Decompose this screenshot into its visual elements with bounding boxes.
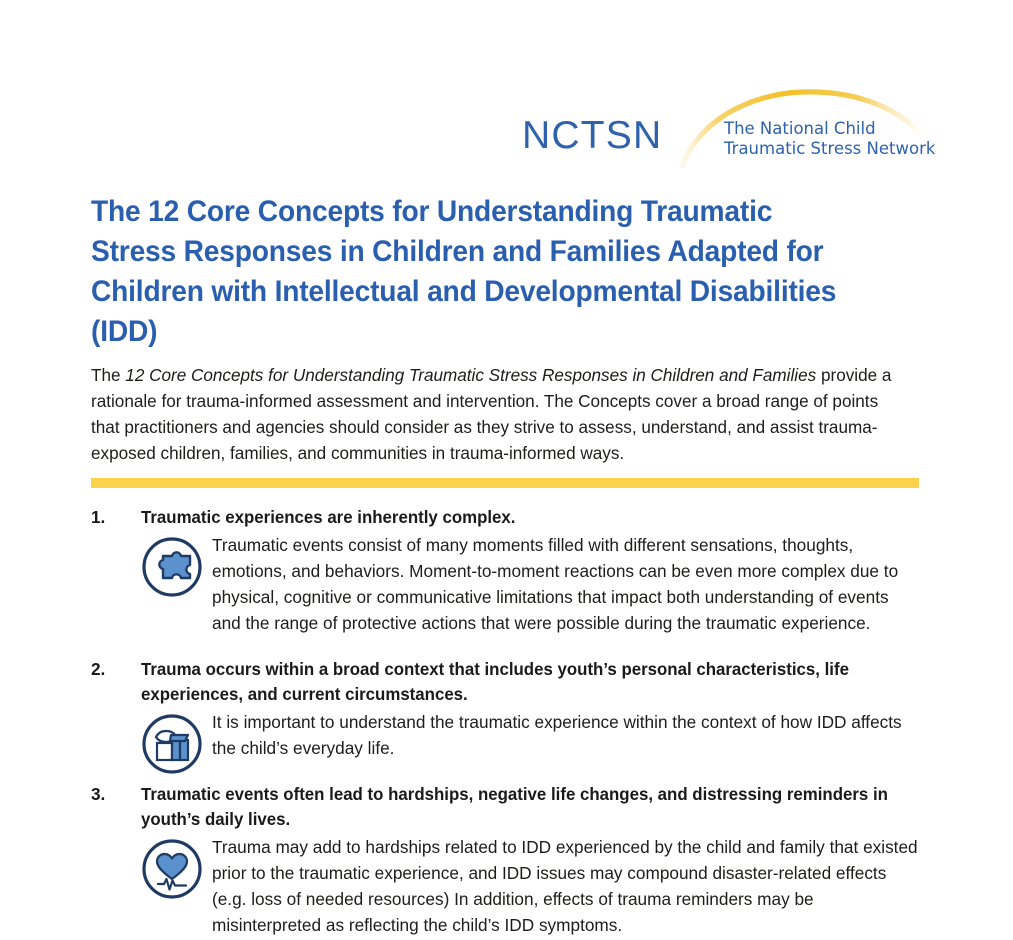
- concept-body: Traumatic events consist of many moments filled with different sensations, thoughts, emotions, and behaviors. Moment-to-moment reactions can be even more complex due to physical, cognitive or communicative limitations that impact both understanding of events and the range of protective actions that were possible during the traumatic experience.: [212, 535, 899, 633]
- concept-body-row: [141, 834, 1013, 938]
- concept-body-row: [141, 709, 1013, 761]
- heart-pulse-icon: [141, 838, 203, 900]
- logo-wordmark: NCTSN: [522, 114, 663, 157]
- concept-item: [0, 505, 1013, 636]
- intro-prefix: The: [91, 365, 126, 386]
- intro-italic-title: 12 Core Concepts for Understanding Traumatic Stress Responses in Children and Families: [125, 365, 817, 386]
- concept-body: It is important to understand the traumatic experience within the context of how IDD affects the child’s everyday life.: [212, 712, 902, 758]
- concept-list: [0, 505, 1013, 940]
- puzzle-piece-icon: [141, 536, 203, 598]
- concept-item: [0, 657, 1013, 761]
- concept-heading: Trauma occurs within a broad context that includes youth’s personal characteristics, life experiences, and current circumstances.: [141, 659, 849, 704]
- concept-heading: Traumatic events often lead to hardships, negative life changes, and distressing reminders in youth’s daily lives.: [141, 784, 888, 829]
- intro-rest: provide a rationale for trauma-informed assessment and intervention. The Concepts cover a broad range of points that practitioners and agencies should consider as they strive to assess, understand, and assist trauma-exposed children, families, and communities in trauma-informed ways.: [91, 365, 892, 464]
- logo-tagline-line1: The National Child: [724, 119, 876, 138]
- concept-item: [0, 782, 1013, 938]
- concept-number: 1.: [91, 507, 106, 527]
- nctsn-logo: [512, 88, 936, 168]
- gold-divider: [91, 478, 919, 488]
- concept-number: 3.: [91, 784, 106, 804]
- concept-heading: Traumatic experiences are inherently complex.: [141, 507, 516, 527]
- concept-body: Trauma may add to hardships related to IDD experienced by the child and family that existed prior to the traumatic experience, and IDD issues may compound disaster-related effects (e.g. loss of needed resources) In addition, effects of trauma reminders may be misinterpreted as reflecting the child’s IDD symptoms.: [212, 837, 918, 935]
- open-box-icon: [141, 713, 203, 775]
- logo-tagline: [724, 119, 935, 159]
- logo-tagline-line2: Traumatic Stress Network: [724, 139, 936, 158]
- intro-paragraph: [91, 362, 894, 466]
- concept-body-row: [141, 532, 1013, 636]
- concept-number: 2.: [91, 659, 106, 679]
- page-title: The 12 Core Concepts for Understanding Traumatic Stress Responses in Children and Families Adapted for Children with Intellectual and Developmental Disabilities (IDD): [91, 194, 837, 348]
